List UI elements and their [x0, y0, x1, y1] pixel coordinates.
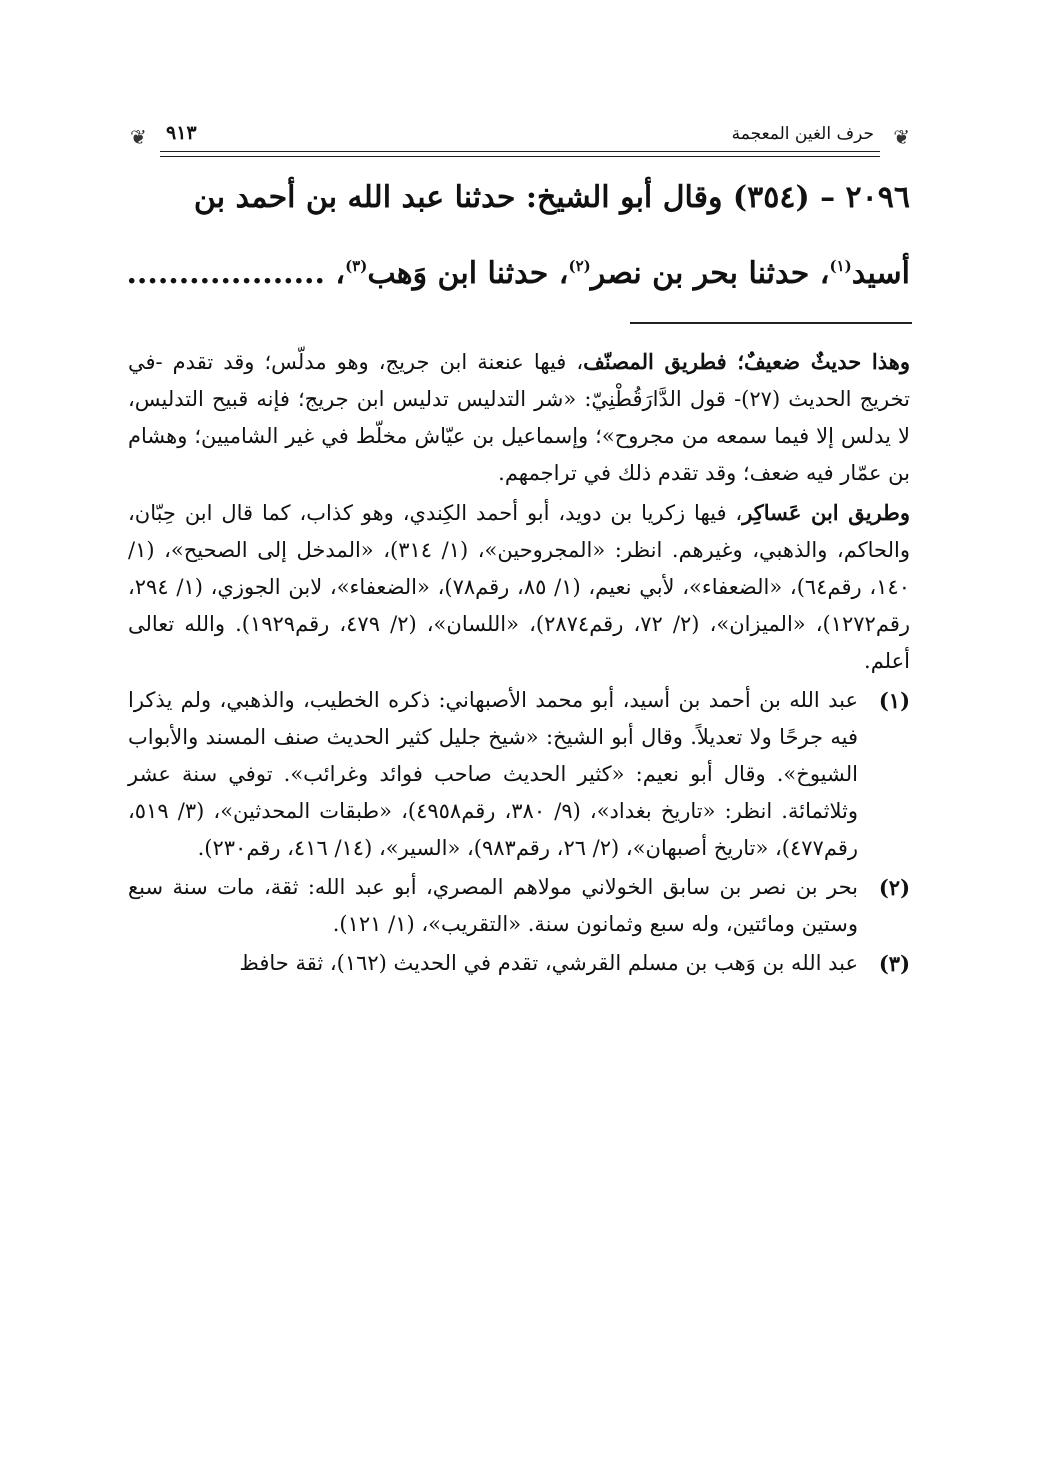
footnote-number: (٢): [878, 875, 910, 900]
commentary-text: ، فيها عنعنة ابن جريج، وهو مدلّس؛ وقد تقدم -في تخريج الحديث (٢٧)- قول الدَّارَقُطْنِيّ: «شر التدليس تدليس ابن جريج؛ فإنه قبيح التدليس، لا يدلس إلا فيما سمعه من مجروح»؛ وإسماعيل بن عيّاش مخلّط في غير الشاميين؛ وهشام بن عمّار فيه ضعف؛ وقد تقدم ذلك في تراجمهم.: [128, 350, 910, 485]
footnote-ref-1[interactable]: (١): [829, 257, 852, 275]
footnote-text: عبد الله بن وَهب بن مسلم القرشي، تقدم في الحديث (١٦٢)، ثقة حافظ: [239, 951, 858, 975]
page-header: [130, 118, 910, 160]
commentary-paragraph-2: [128, 494, 910, 680]
header-ornament-right-icon: ❦: [893, 118, 910, 156]
footnote-2: [128, 869, 910, 943]
footnote-ref-2[interactable]: (٢): [568, 257, 591, 275]
header-rule: [160, 151, 880, 152]
header-ornament-left-icon: ❦: [130, 118, 147, 156]
footnote-1: [128, 682, 910, 867]
footnote-text: بحر بن نصر بن سابق الخولاني مولاهم المصري، أبو عبد الله: ثقة، مات سنة سبع وستين ومائتين، وله سبع وثمانون سنة. «التقريب»، (١/ ١٢١).: [128, 875, 858, 936]
footnote-separator: [630, 322, 912, 324]
footnote-ref-3[interactable]: (٣): [345, 257, 368, 275]
hadith-text-segment: أسيد: [851, 256, 910, 291]
hadith-text-segment: ، حدثنا بحر بن نصر: [590, 256, 830, 291]
hadith-text-segment: ، ...................: [126, 256, 346, 291]
commentary-bold-phrase: وهذا حديثٌ ضعيفٌ؛ فطريق المصنّف: [583, 349, 910, 374]
hadith-line-2: [128, 246, 910, 294]
main-hadith-text: [128, 178, 910, 294]
chapter-title: حرف الغين المعجمة: [726, 124, 880, 144]
hadith-text-segment: ، حدثنا ابن وَهب: [367, 256, 569, 291]
footnotes-section: [128, 343, 910, 984]
page-number: ٩١٣: [162, 122, 201, 144]
hadith-line-1: ٢٠٩٦ – (٣٥٤) وقال أبو الشيخ: حدثنا عبد الله بن أحمد بن: [193, 180, 910, 215]
header-rule-thin: [160, 156, 880, 157]
footnote-number: (٣): [878, 951, 910, 976]
footnote-number: (١): [878, 688, 910, 713]
commentary-paragraph-1: [128, 343, 910, 492]
commentary-bold-phrase: وطريق ابن عَساكِر: [742, 500, 910, 525]
footnote-text: عبد الله بن أحمد بن أسيد، أبو محمد الأصبهاني: ذكره الخطيب، والذهبي، ولم يذكرا فيه جرحًا ولا تعديلاً. وقال أبو الشيخ: «شيخ جليل كثير الحديث صنف المسند والأبواب الشيوخ». وقال أبو نعيم: «كثير الحديث صاحب فوائد وغرائب». توفي سنة عشر وثلاثمائة. انظر: «تاريخ بغداد»، (٩/ ٣٨٠، رقم٤٩٥٨)، «طبقات المحدثين»، (٣/ ٥١٩، رقم٤٧٧)، «تاريخ أصبهان»، (٢/ ٢٦، رقم٩٨٣)، «السير»، (١٤/ ٤١٦، رقم٢٣٠).: [128, 688, 858, 860]
footnote-3: [128, 945, 910, 982]
commentary-text: ، فيها زكريا بن دويد، أبو أحمد الكِندي، وهو كذاب، كما قال ابن حِبّان، والحاكم، والذهبي، وغيرهم. انظر: «المجروحين»، (١/ ٣١٤)، «المدخل إلى الصحيح»، (١/ ١٤٠، رقم٦٤)، «الضعفاء»، لأبي نعيم، (١/ ٨٥، رقم٧٨)، «الضعفاء»، لابن الجوزي، (١/ ٢٩٤، رقم١٢٧٢)، «الميزان»، (٢/ ٧٢، رقم٢٨٧٤)، «اللسان»، (٢/ ٤٧٩، رقم١٩٢٩). والله تعالى أعلم.: [128, 501, 910, 673]
